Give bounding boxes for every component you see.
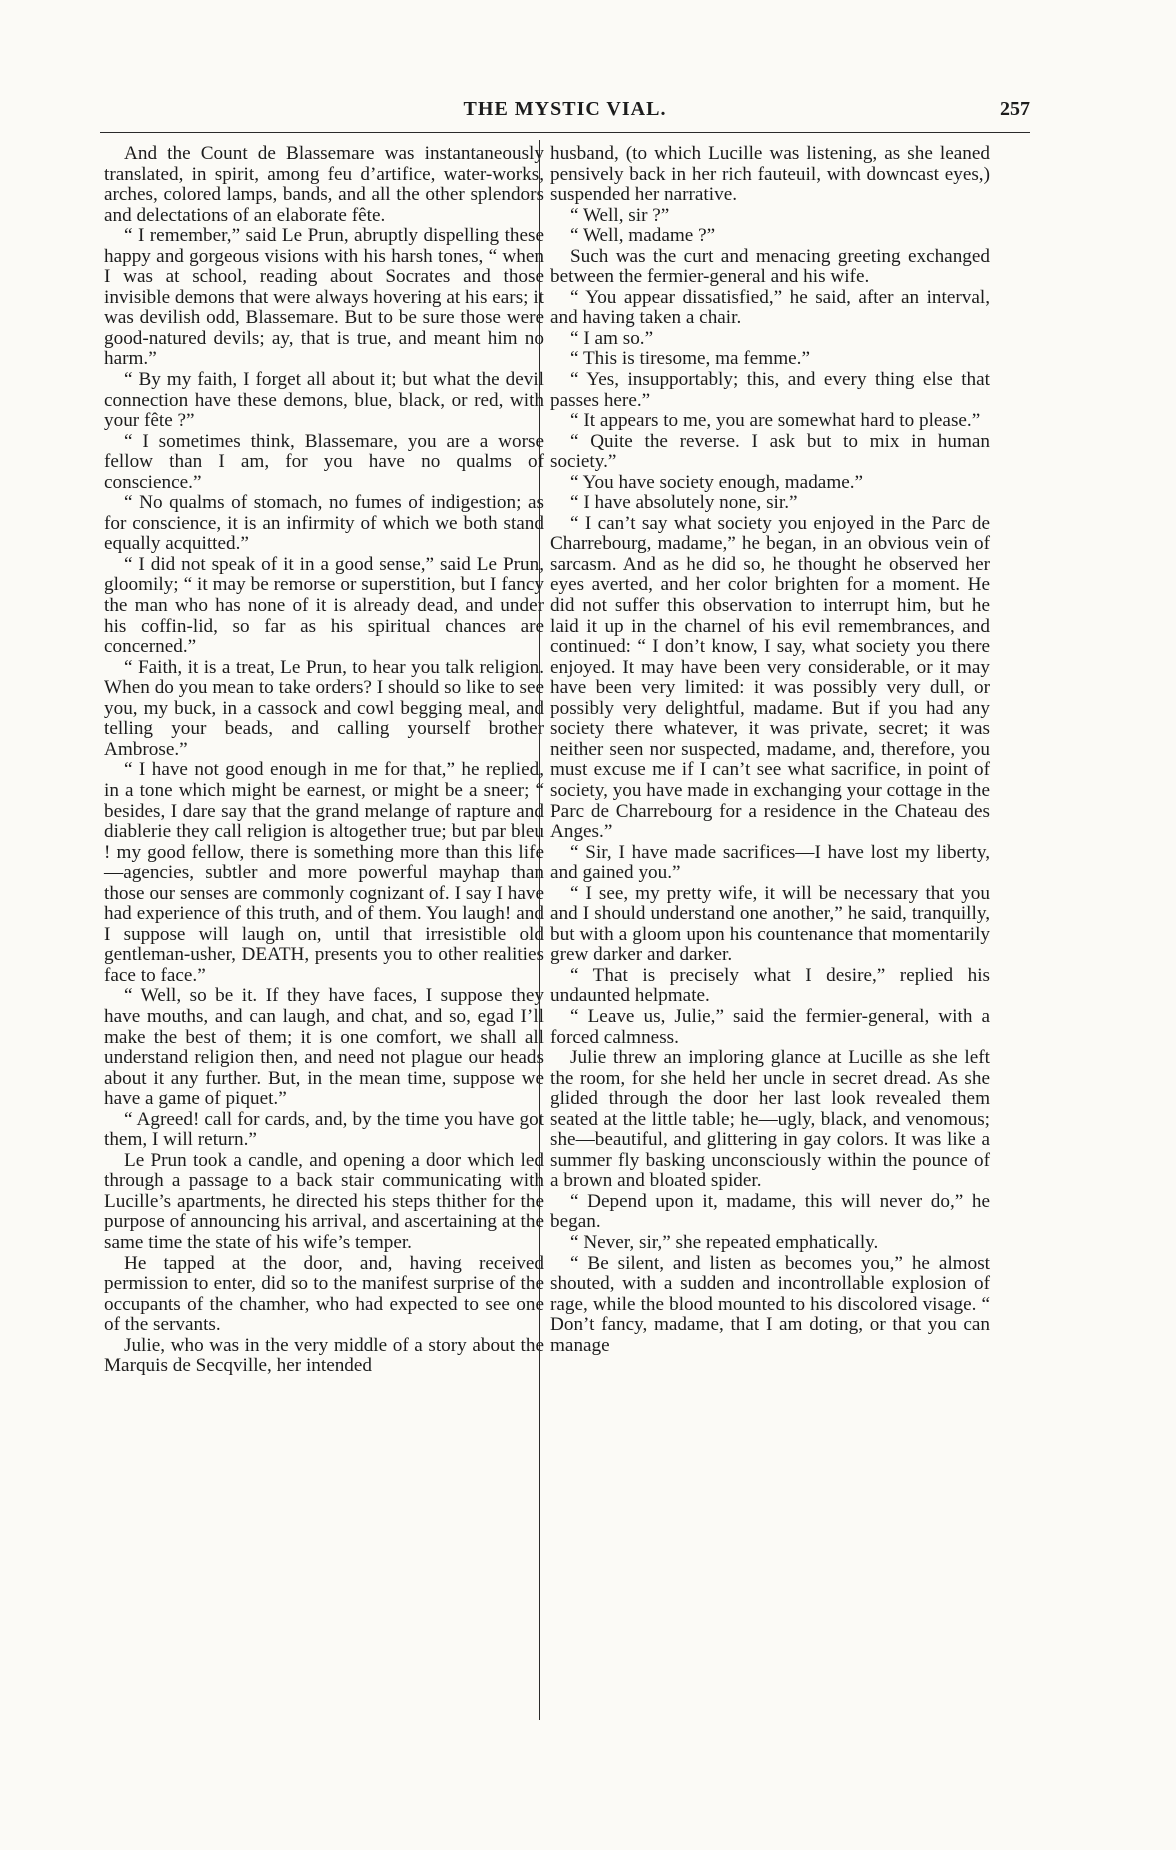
paragraph: “ It appears to me, you are somewhat hard to please.”	[570, 410, 981, 432]
paragraph: “ I have not good enough in me for that,” he replied, in a tone which might be earnest, or might be a sneer; “ besides, I dare say that the grand melange of rapture and diablerie they call religion is altogether true; but par bleu ! my good fellow, there is something more than this life—agencies, subtler and more powerful mayhap than those our senses are commonly cognizant of. I say I have had experience of this truth, and of them. You laugh! and I suppose will laugh on, until that irresistible old gentleman-usher, DEATH, presents you to other realities face to face.”	[104, 759, 544, 986]
paragraph: “ Depend upon it, madame, this will never do,” he began.	[550, 1190, 990, 1233]
paragraph: “ I sometimes think, Blassemare, you are a worse fellow than I am, for you have no qualms of conscience.”	[104, 430, 544, 493]
paragraph: “ Quite the reverse. I ask but to mix in human society.”	[550, 430, 990, 473]
paragraph: “ Well, so be it. If they have faces, I suppose they have mouths, and can laugh, and chat, and so, egad I’ll make the best of them; it is one comfort, we shall all understand religion then, and need not plague our heads about it any further. But, in the mean time, suppose we have a game of piquet.”	[104, 985, 544, 1110]
paragraph: “ Sir, I have made sacrifices—I have lost my liberty, and gained you.”	[550, 841, 990, 884]
column-divider	[539, 140, 540, 1720]
paragraph: “ I have absolutely none, sir.”	[570, 492, 798, 514]
paragraph: husband, (to which Lucille was listening, as she leaned pensively back in her rich fauteuil, with downcast eyes,) suspended her narrative.	[550, 143, 990, 206]
paragraph: “ No qualms of stomach, no fumes of indigestion; as for conscience, it is an infirmity of which we both stand equally acquitted.”	[104, 492, 544, 555]
paragraph: “ You appear dissatisfied,” he said, after an interval, and having taken a chair.	[550, 286, 990, 329]
paragraph: Le Prun took a candle, and opening a door which led through a passage to a back stair communicating with Lucille’s apartments, he directed his steps thither for the purpose of announcing his arrival, and ascertaining at the same time the state of his wife’s temper.	[104, 1149, 544, 1253]
paragraph: “ Well, sir ?”	[570, 204, 670, 226]
paragraph: “ I see, my pretty wife, it will be necessary that you and I should understand one another,” he said, tranquilly, but with a gloom upon his countenance that momentarily grew darker and darker.	[550, 882, 990, 966]
paragraph: And the Count de Blassemare was instantaneously translated, in spirit, among feu d’artifice, water-works, arches, colored lamps, bands, and all the other splendors and delectations of an elaborate fête.	[104, 143, 544, 226]
paragraph: He tapped at the door, and, having received permission to enter, did so to the manifest surprise of the occupants of the chamher, who had expected to see one of the servants.	[104, 1252, 544, 1336]
paragraph: “ By my faith, I forget all about it; but what the devil connection have these demons, blue, black, or red, with your fête ?”	[104, 369, 544, 432]
paragraph: “ That is precisely what I desire,” replied his undaunted helpmate.	[550, 964, 990, 1007]
left-column	[104, 144, 544, 1377]
right-column	[550, 144, 990, 1356]
paragraph: “ I am so.”	[570, 327, 654, 349]
paragraph: “ You have society enough, madame.”	[570, 471, 864, 493]
paragraph: Julie threw an imploring glance at Lucille as she left the room, for she held her uncle in secret dread. As she glided through the door her last look revealed them seated at the little table; he—ugly, black, and venomous; she—beautiful, and glittering in gay colors. It was like a summer fly basking unconsciously within the pounce of a brown and bloated spider.	[550, 1047, 990, 1192]
paragraph: “ I did not speak of it in a good sense,” said Le Prun, gloomily; “ it may be remorse or superstition, but I fancy the man who has none of it is already dead, and under his coffin-lid, so far as his spiritual chances are concerned.”	[104, 553, 544, 658]
paragraph: “ Yes, insupportably; this, and every thing else that passes here.”	[550, 369, 990, 411]
paragraph: “ Well, madame ?”	[570, 225, 716, 247]
paragraph: “ Agreed! call for cards, and, by the time you have got them, I will return.”	[104, 1108, 544, 1151]
paragraph: “ I can’t say what society you enjoyed in the Parc de Charrebourg, madame,” he began, in an obvious vein of sarcasm. And as he did so, he thought he observed her eyes averted, and her color brighten for a moment. He did not suffer this observation to interrupt him, but he laid it up in the charnel of his evil remembrances, and continued: “ I don’t know, I say, what society you there enjoyed. It may have been very considerable, or it may have been very limited: it was possibly very dull, or possibly very delightful, madame. But if you had any society there whatever, it was private, secret; it was neither seen nor suspected, madame, and, therefore, you must excuse me if I can’t see what sacrifice, in point of society, you have made in exchanging your cottage in the Parc de Charrebourg for a residence in the Chateau des Anges.”	[550, 512, 990, 843]
paragraph: “ Never, sir,” she repeated emphatically.	[570, 1231, 879, 1253]
paragraph: “ I remember,” said Le Prun, abruptly dispelling these happy and gorgeous visions with his harsh tones, “ when I was at school, reading about Socrates and those invisible demons that were always hovering at his ears; it was devilish odd, Blassemare. But to be sure those were good-natured devils; ay, that is true, and meant him no harm.”	[104, 225, 544, 370]
paragraph: Such was the curt and menacing greeting exchanged between the fermier-general and his wife.	[550, 245, 990, 288]
paragraph: “ Faith, it is a treat, Le Prun, to hear you talk religion. When do you mean to take orders? I should so like to see you, my buck, in a cassock and cowl begging meal, and telling your beads, and calling yourself brother Ambrose.”	[104, 656, 544, 760]
running-title: THE MYSTIC VIAL.	[463, 98, 667, 120]
paragraph: “ This is tiresome, ma femme.”	[570, 348, 810, 370]
paragraph: “ Be silent, and listen as becomes you,” he almost shouted, with a sudden and incontrollable explosion of rage, while the blood mounted to his discolored visage. “ Don’t fancy, madame, that I am doting, or that you can manage	[550, 1252, 990, 1356]
paragraph: Julie, who was in the very middle of a story about the Marquis de Secqville, her intended	[104, 1334, 544, 1377]
header-rule	[100, 132, 1030, 133]
page-number: 257	[1000, 98, 1030, 120]
paragraph: “ Leave us, Julie,” said the fermier-general, with a forced calmness.	[550, 1005, 990, 1048]
